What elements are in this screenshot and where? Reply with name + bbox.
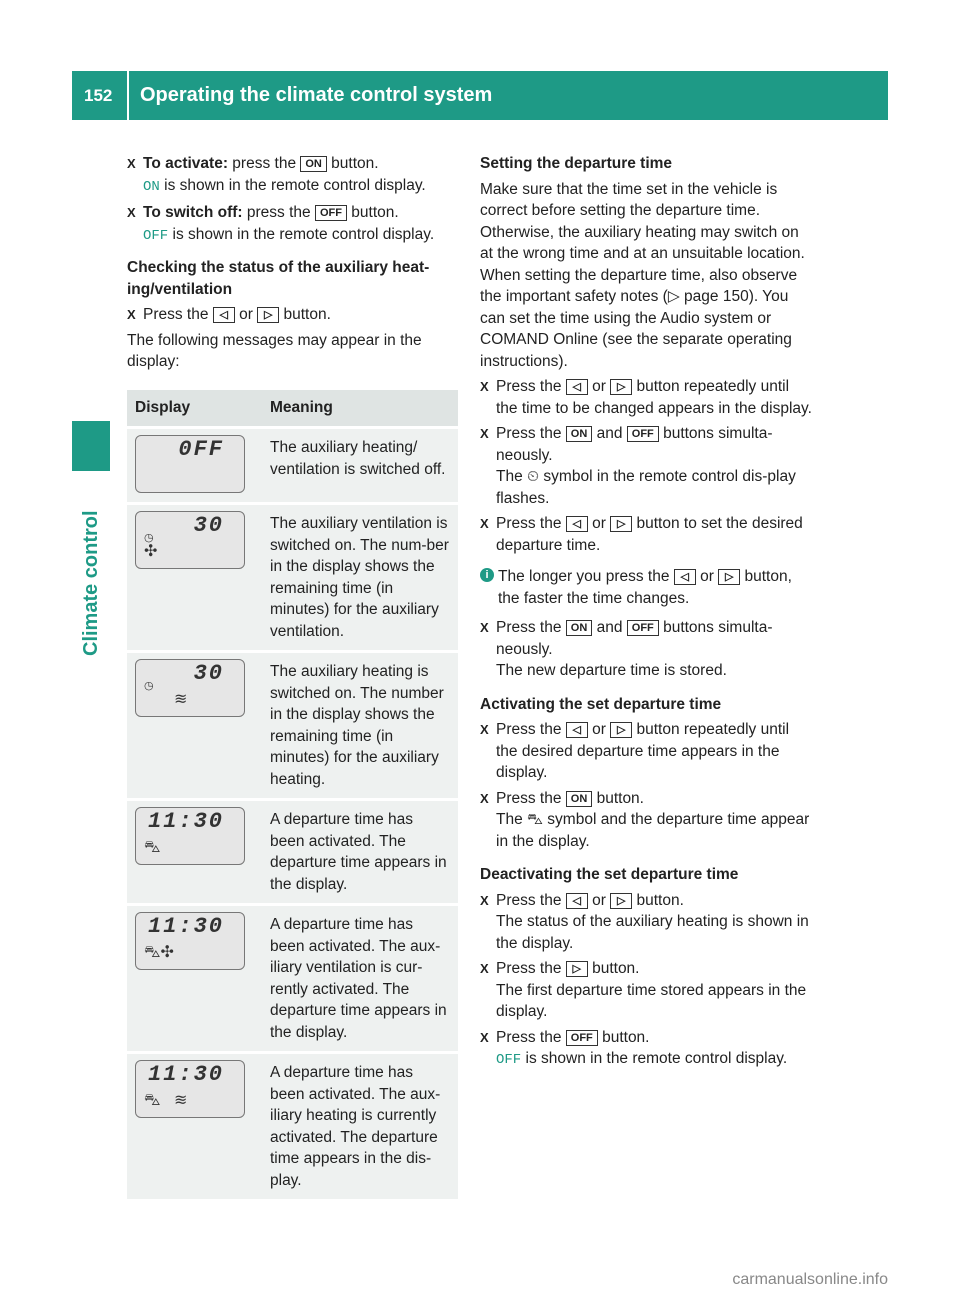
- meaning-cell: A departure time has been activated. The aux-iliary heating is currently activated. The departure time appears in the dis-play.: [262, 1053, 458, 1200]
- text: buttons simulta-neously.: [496, 619, 773, 658]
- text: button.: [597, 1028, 650, 1046]
- text: or: [587, 721, 611, 738]
- activate-step-1: [480, 719, 814, 784]
- text: press the: [242, 204, 315, 221]
- clock-icon: ◷: [144, 532, 154, 544]
- text: and: [592, 619, 627, 636]
- right-arrow-symbol: ▷: [610, 516, 632, 532]
- lcd-display-departure-ventilation: [135, 912, 245, 970]
- text: button.: [592, 789, 644, 807]
- text: button.: [587, 960, 640, 977]
- table-row: [127, 905, 458, 1053]
- left-arrow-symbol: ◁: [566, 893, 588, 909]
- text: is shown in the remote control display.: [168, 225, 435, 243]
- departure-icon: ⛍: [144, 1091, 161, 1109]
- deactivate-step-1: [480, 890, 814, 955]
- check-status-step: [127, 304, 462, 326]
- messages-intro: The following messages may appear in the display:: [127, 331, 422, 370]
- left-arrow-symbol: ◁: [566, 379, 588, 395]
- header-divider: [127, 71, 129, 120]
- display-cell: [127, 428, 262, 504]
- page-header: [72, 71, 888, 120]
- text: or: [587, 378, 611, 395]
- set-step-3: [480, 513, 814, 556]
- text: Press the: [496, 1028, 566, 1046]
- text: Press the: [496, 425, 566, 442]
- meaning-cell: The auxiliary ventilation is switched on. The num-ber in the display shows the remaining time (in minutes) for the auxiliary ventilation.: [262, 504, 458, 652]
- right-arrow-symbol: ▷: [257, 307, 279, 323]
- display-text-off: OFF: [143, 227, 169, 244]
- text: and: [592, 425, 627, 442]
- setting-departure-heading: Setting the departure time: [480, 155, 673, 172]
- left-arrow-symbol: ◁: [213, 307, 235, 323]
- right-arrow-symbol: ▷: [610, 722, 632, 738]
- text: press the: [228, 155, 301, 172]
- text: Press the: [496, 378, 566, 395]
- right-arrow-symbol: ▷: [610, 379, 632, 395]
- deactivate-step-3: [480, 1027, 814, 1072]
- off-button-symbol: OFF: [566, 1030, 598, 1046]
- info-note: [480, 566, 814, 609]
- lcd-display-off: [135, 435, 245, 493]
- display-text-on: ON: [143, 178, 160, 195]
- meaning-cell: A departure time has been activated. The departure time appears in the display.: [262, 800, 458, 905]
- lcd-value: 30: [193, 513, 224, 538]
- on-button-symbol: ON: [566, 620, 593, 636]
- activating-heading: Activating the set departure time: [480, 695, 722, 713]
- text: button to set the desired departure time.: [496, 515, 803, 554]
- col-header-display: Display: [127, 390, 262, 428]
- heat-icon: ≋: [174, 690, 188, 708]
- departure-icon: ⛍: [144, 838, 161, 856]
- on-button-symbol: ON: [566, 426, 593, 442]
- lcd-value: 0FF: [178, 437, 224, 462]
- lcd-value: 11:30: [147, 914, 224, 939]
- table-row: [127, 504, 458, 652]
- display-cell: [127, 504, 262, 652]
- text: The first departure time stored appears in the display.: [496, 981, 807, 1020]
- text: The: [496, 468, 528, 485]
- left-column: [127, 153, 462, 377]
- text: The new departure time is stored.: [496, 662, 727, 679]
- departure-icon: ⛍: [527, 811, 543, 828]
- display-cell: [127, 905, 262, 1053]
- text: The longer you press the: [498, 568, 674, 585]
- text: is shown in the remote control display.: [521, 1050, 788, 1067]
- text: button.: [279, 306, 331, 323]
- meaning-cell: A departure time has been activated. The aux-iliary ventilation is cur-rently activated. The departure time appears in the display.: [262, 905, 458, 1053]
- table-row: [127, 1053, 458, 1200]
- text: button, the faster the time changes.: [498, 568, 792, 607]
- display-messages-table: [127, 390, 458, 1199]
- display-text-off: OFF: [496, 1052, 522, 1068]
- text: buttons simulta-neously.: [496, 425, 773, 464]
- section-label: [80, 510, 103, 836]
- clock-icon: ◷: [144, 680, 154, 692]
- text: Press the: [496, 891, 566, 909]
- text: The: [496, 811, 528, 828]
- meaning-cell: The auxiliary heating/ ventilation is switched off.: [262, 428, 458, 504]
- text: The status of the auxiliary heating is shown in the display.: [496, 913, 809, 952]
- page-title: Operating the climate control system: [140, 84, 493, 106]
- lcd-value: 11:30: [147, 809, 224, 834]
- section-tab: [72, 421, 110, 471]
- check-status-heading: Checking the status of the auxiliary heat-ing/ventilation: [127, 259, 430, 298]
- text: Press the: [496, 619, 566, 636]
- text: Press the: [496, 721, 566, 738]
- text: or: [587, 891, 611, 909]
- activate-label: To activate:: [143, 155, 228, 172]
- setting-intro: Make sure that the time set in the vehicle is correct before setting the departure time. Otherwise, the auxiliary heating may switch on at the wrong time and at an unsuitable location. When setting the departure time, also observe the important safety notes (▷ page 150). You can set the time using the Audio system or COMAND Online (see the separate operating instructions).: [480, 180, 805, 370]
- text: Press the: [143, 306, 213, 323]
- right-arrow-symbol: ▷: [566, 961, 588, 977]
- display-cell: [127, 800, 262, 905]
- table-row: [127, 428, 458, 504]
- lcd-display-ventilation: [135, 511, 245, 569]
- lcd-display-departure-heating: [135, 1060, 245, 1118]
- table-row: [127, 800, 458, 905]
- off-button-symbol: OFF: [627, 620, 659, 636]
- text: symbol and the departure time appear in the display.: [496, 811, 810, 850]
- text: button.: [326, 155, 379, 172]
- switch-off-label: To switch off:: [143, 204, 243, 221]
- set-step-2: [480, 423, 814, 509]
- on-button-symbol: ON: [300, 156, 327, 172]
- switch-off-step: [127, 202, 462, 247]
- right-column: [480, 153, 814, 1076]
- left-arrow-symbol: ◁: [566, 516, 588, 532]
- right-arrow-symbol: ▷: [718, 569, 740, 585]
- deactivating-heading: Deactivating the set departure time: [480, 866, 739, 883]
- fan-icon: ✣: [144, 542, 158, 560]
- text: or: [234, 306, 258, 323]
- text: Press the: [496, 515, 566, 532]
- heat-icon: ≋: [174, 1091, 188, 1109]
- off-button-symbol: OFF: [627, 426, 659, 442]
- on-button-symbol: ON: [566, 791, 593, 807]
- text: button.: [346, 204, 399, 221]
- lcd-display-heating: [135, 659, 245, 717]
- deactivate-step-2: [480, 958, 814, 1023]
- left-arrow-symbol: ◁: [674, 569, 696, 585]
- timer-icon: ⏲: [527, 468, 540, 485]
- text: Press the: [496, 789, 566, 807]
- text: or: [587, 515, 611, 532]
- text: Press the: [496, 960, 566, 977]
- right-arrow-symbol: ▷: [610, 893, 632, 909]
- text: button repeatedly until the time to be changed appears in the display.: [496, 378, 812, 417]
- display-cell: [127, 1053, 262, 1200]
- text: button repeatedly until the desired departure time appears in the display.: [496, 721, 790, 781]
- text: or: [695, 568, 719, 585]
- lcd-display-departure: [135, 807, 245, 865]
- display-cell: [127, 652, 262, 800]
- meaning-cell: The auxiliary heating is switched on. The number in the display shows the remaining time (in minutes) for the auxiliary heating.: [262, 652, 458, 800]
- set-step-4: [480, 617, 814, 682]
- col-header-meaning: Meaning: [262, 390, 458, 428]
- text: button.: [632, 891, 684, 909]
- left-arrow-symbol: ◁: [566, 722, 588, 738]
- departure-fan-icon: ⛍✣: [144, 943, 174, 961]
- activate-step-2: [480, 788, 814, 853]
- activate-step: [127, 153, 462, 198]
- set-step-1: [480, 376, 814, 419]
- section-label-text: Climate control: [80, 510, 102, 656]
- footer-watermark[interactable]: carmanualsonline.info: [732, 1270, 888, 1288]
- text: is shown in the remote control display.: [159, 176, 426, 194]
- page-number: 152: [84, 86, 113, 105]
- text: symbol in the remote control dis-play flashes.: [496, 468, 796, 507]
- lcd-value: 30: [193, 661, 224, 686]
- off-button-symbol: OFF: [315, 205, 347, 221]
- table-row: [127, 652, 458, 800]
- lcd-value: 11:30: [147, 1062, 224, 1087]
